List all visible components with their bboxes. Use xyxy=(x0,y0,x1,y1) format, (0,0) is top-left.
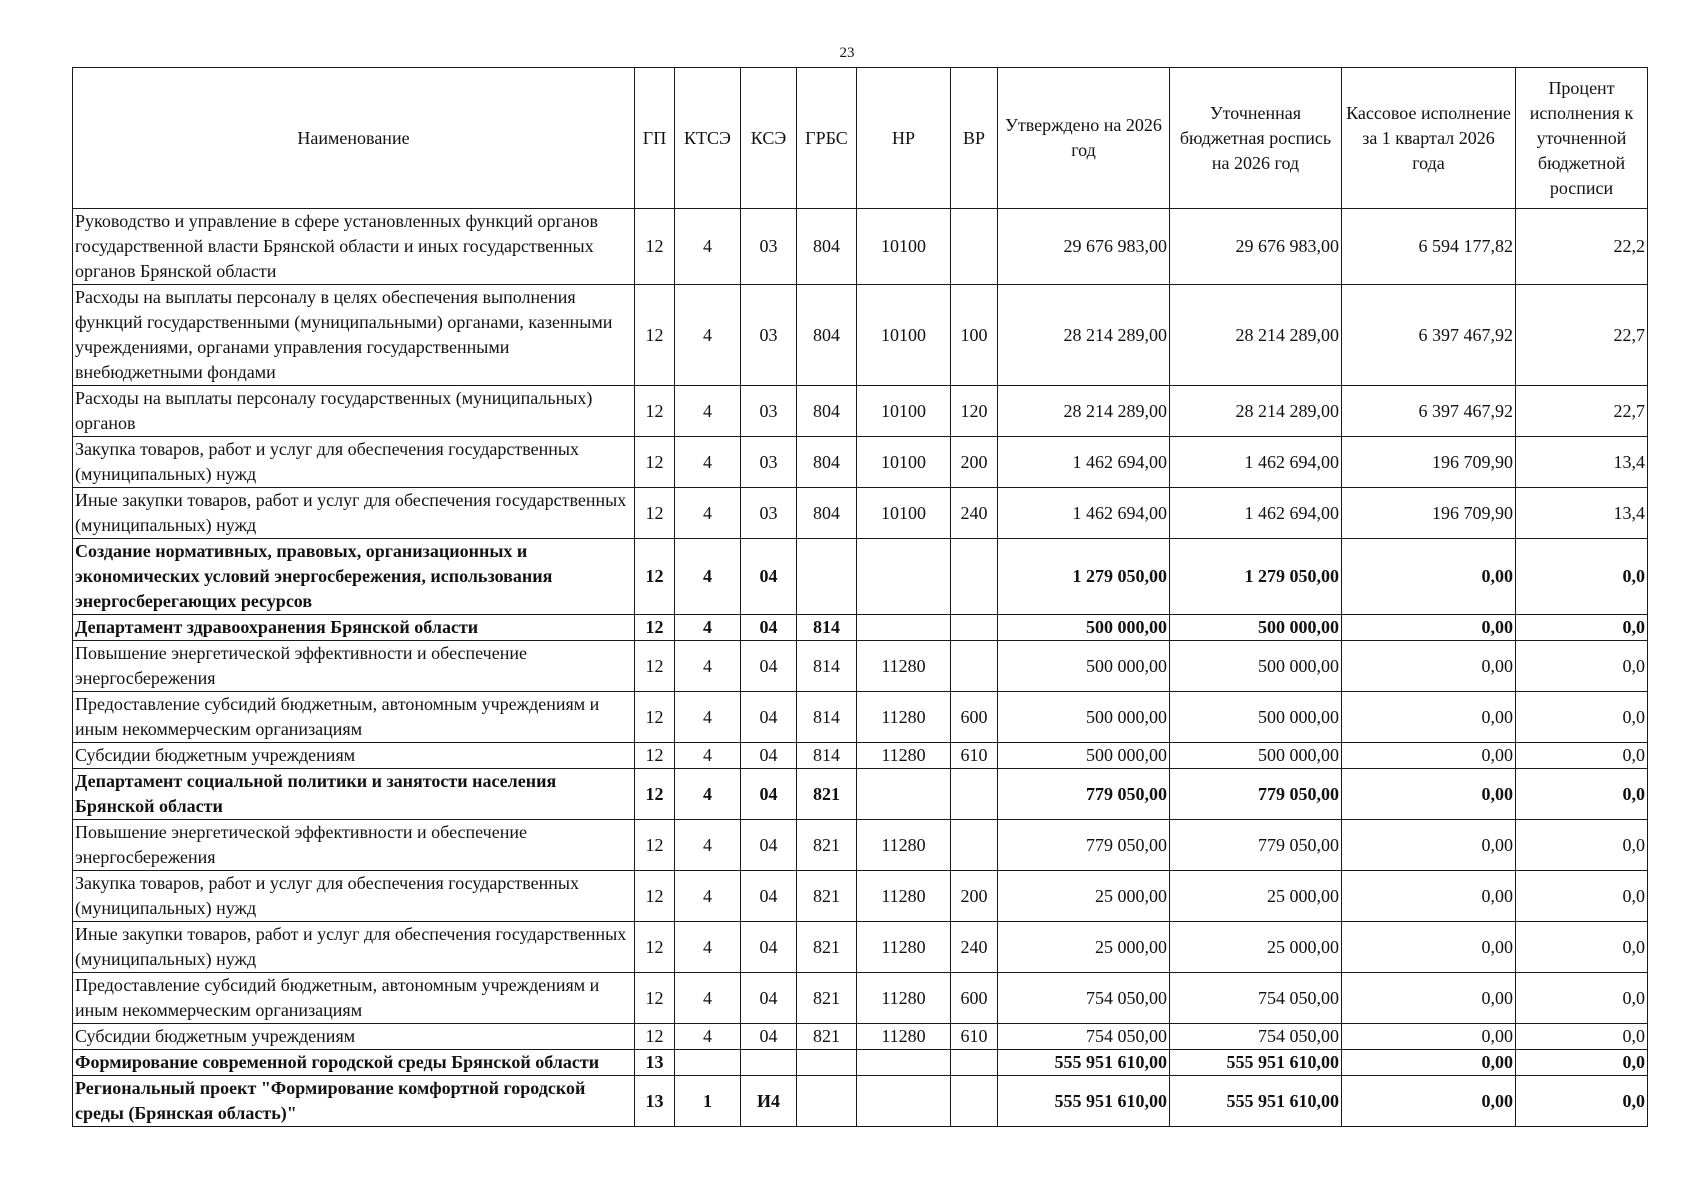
cell-kse: И4 xyxy=(741,1076,797,1127)
table-row xyxy=(73,641,1648,692)
cell-name: Иные закупки товаров, работ и услуг для обеспечения государственных (муниципальных) нужд xyxy=(73,922,635,973)
header-grbs: ГРБС xyxy=(797,68,857,209)
cell-name: Региональный проект "Формирование комфортной городской среды (Брянская область)" xyxy=(73,1076,635,1127)
cell-grbs: 821 xyxy=(797,769,857,820)
cell-kse: 03 xyxy=(741,285,797,386)
cell-kse: 04 xyxy=(741,743,797,769)
table-row xyxy=(73,743,1648,769)
cell-approved: 1 462 694,00 xyxy=(998,488,1170,539)
cell-gp: 12 xyxy=(635,209,675,285)
cell-percent: 0,0 xyxy=(1516,1076,1648,1127)
cell-percent: 0,0 xyxy=(1516,871,1648,922)
cell-approved: 1 462 694,00 xyxy=(998,437,1170,488)
cell-name: Предоставление субсидий бюджетным, автономным учреждениям и иным некоммерческим организациям xyxy=(73,692,635,743)
cell-cash: 6 594 177,82 xyxy=(1342,209,1516,285)
table-row xyxy=(73,769,1648,820)
cell-grbs xyxy=(797,539,857,615)
table-row xyxy=(73,1024,1648,1050)
cell-name: Субсидии бюджетным учреждениям xyxy=(73,743,635,769)
cell-approved: 28 214 289,00 xyxy=(998,386,1170,437)
cell-vr xyxy=(951,539,998,615)
cell-percent: 0,0 xyxy=(1516,615,1648,641)
cell-name: Формирование современной городской среды Брянской области xyxy=(73,1050,635,1076)
cell-cash: 0,00 xyxy=(1342,743,1516,769)
cell-nr: 11280 xyxy=(857,1024,951,1050)
cell-refined: 1 462 694,00 xyxy=(1170,488,1342,539)
cell-vr: 200 xyxy=(951,437,998,488)
cell-grbs xyxy=(797,1076,857,1127)
cell-cash: 6 397 467,92 xyxy=(1342,386,1516,437)
cell-approved: 29 676 983,00 xyxy=(998,209,1170,285)
header-kse: КСЭ xyxy=(741,68,797,209)
header-gp: ГП xyxy=(635,68,675,209)
cell-cash: 196 709,90 xyxy=(1342,488,1516,539)
cell-grbs: 821 xyxy=(797,973,857,1024)
cell-nr: 11280 xyxy=(857,692,951,743)
cell-vr: 240 xyxy=(951,488,998,539)
cell-grbs: 804 xyxy=(797,386,857,437)
table-row xyxy=(73,437,1648,488)
cell-refined: 555 951 610,00 xyxy=(1170,1076,1342,1127)
cell-ktse xyxy=(675,1050,741,1076)
cell-name: Создание нормативных, правовых, организационных и экономических условий энергосбережения, использования энергосберегающих ресурсов xyxy=(73,539,635,615)
cell-nr: 10100 xyxy=(857,285,951,386)
cell-cash: 0,00 xyxy=(1342,973,1516,1024)
cell-gp: 12 xyxy=(635,1024,675,1050)
header-refined: Уточненная бюджетная роспись на 2026 год xyxy=(1170,68,1342,209)
cell-kse: 04 xyxy=(741,922,797,973)
cell-grbs: 814 xyxy=(797,641,857,692)
cell-nr: 11280 xyxy=(857,922,951,973)
cell-approved: 555 951 610,00 xyxy=(998,1050,1170,1076)
cell-refined: 25 000,00 xyxy=(1170,871,1342,922)
cell-cash: 196 709,90 xyxy=(1342,437,1516,488)
table-row xyxy=(73,615,1648,641)
cell-ktse: 4 xyxy=(675,820,741,871)
cell-ktse: 1 xyxy=(675,1076,741,1127)
header-vr: ВР xyxy=(951,68,998,209)
cell-gp: 12 xyxy=(635,820,675,871)
cell-cash: 0,00 xyxy=(1342,539,1516,615)
cell-vr xyxy=(951,209,998,285)
cell-gp: 12 xyxy=(635,922,675,973)
table-row xyxy=(73,973,1648,1024)
cell-cash: 0,00 xyxy=(1342,641,1516,692)
cell-refined: 1 462 694,00 xyxy=(1170,437,1342,488)
cell-gp: 12 xyxy=(635,488,675,539)
header-percent: Процент исполнения к уточненной бюджетной росписи xyxy=(1516,68,1648,209)
cell-ktse: 4 xyxy=(675,539,741,615)
cell-ktse: 4 xyxy=(675,922,741,973)
cell-percent: 0,0 xyxy=(1516,641,1648,692)
header-row xyxy=(73,68,1648,209)
cell-vr: 120 xyxy=(951,386,998,437)
cell-cash: 0,00 xyxy=(1342,615,1516,641)
cell-gp: 12 xyxy=(635,615,675,641)
cell-ktse: 4 xyxy=(675,386,741,437)
cell-nr: 11280 xyxy=(857,641,951,692)
table-row xyxy=(73,922,1648,973)
cell-approved: 25 000,00 xyxy=(998,922,1170,973)
cell-name: Субсидии бюджетным учреждениям xyxy=(73,1024,635,1050)
cell-vr xyxy=(951,641,998,692)
cell-nr xyxy=(857,539,951,615)
cell-gp: 13 xyxy=(635,1076,675,1127)
cell-refined: 779 050,00 xyxy=(1170,820,1342,871)
cell-percent: 0,0 xyxy=(1516,820,1648,871)
header-nr: НР xyxy=(857,68,951,209)
cell-approved: 754 050,00 xyxy=(998,973,1170,1024)
cell-percent: 0,0 xyxy=(1516,1050,1648,1076)
cell-nr: 10100 xyxy=(857,437,951,488)
cell-name: Расходы на выплаты персоналу в целях обеспечения выполнения функций государственными (муниципальными) органами, казенными учреждениями, органами управления государственными внебюджетными фондами xyxy=(73,285,635,386)
cell-refined: 779 050,00 xyxy=(1170,769,1342,820)
cell-grbs: 821 xyxy=(797,871,857,922)
cell-refined: 754 050,00 xyxy=(1170,973,1342,1024)
cell-gp: 12 xyxy=(635,769,675,820)
cell-ktse: 4 xyxy=(675,209,741,285)
cell-name: Департамент здравоохранения Брянской области xyxy=(73,615,635,641)
cell-nr: 10100 xyxy=(857,209,951,285)
cell-cash: 0,00 xyxy=(1342,769,1516,820)
header-approved: Утверждено на 2026 год xyxy=(998,68,1170,209)
cell-name: Повышение энергетической эффективности и обеспечение энергосбережения xyxy=(73,641,635,692)
cell-cash: 0,00 xyxy=(1342,1024,1516,1050)
cell-kse: 04 xyxy=(741,973,797,1024)
cell-kse: 04 xyxy=(741,539,797,615)
cell-nr xyxy=(857,1076,951,1127)
cell-grbs: 804 xyxy=(797,437,857,488)
cell-refined: 500 000,00 xyxy=(1170,743,1342,769)
budget-table xyxy=(72,67,1648,1127)
cell-grbs xyxy=(797,1050,857,1076)
cell-ktse: 4 xyxy=(675,641,741,692)
cell-approved: 500 000,00 xyxy=(998,641,1170,692)
cell-cash: 0,00 xyxy=(1342,1076,1516,1127)
table-row xyxy=(73,871,1648,922)
cell-percent: 22,7 xyxy=(1516,386,1648,437)
cell-gp: 12 xyxy=(635,743,675,769)
cell-nr xyxy=(857,615,951,641)
cell-nr: 11280 xyxy=(857,743,951,769)
cell-ktse: 4 xyxy=(675,743,741,769)
cell-grbs: 814 xyxy=(797,743,857,769)
cell-percent: 0,0 xyxy=(1516,1024,1648,1050)
cell-gp: 12 xyxy=(635,973,675,1024)
cell-vr xyxy=(951,1050,998,1076)
cell-grbs: 814 xyxy=(797,615,857,641)
cell-vr: 200 xyxy=(951,871,998,922)
cell-vr: 600 xyxy=(951,692,998,743)
cell-name: Руководство и управление в сфере установленных функций органов государственной власти Брянской области и иных государственных органов Брянской области xyxy=(73,209,635,285)
cell-ktse: 4 xyxy=(675,437,741,488)
cell-refined: 25 000,00 xyxy=(1170,922,1342,973)
cell-grbs: 804 xyxy=(797,285,857,386)
cell-name: Предоставление субсидий бюджетным, автономным учреждениям и иным некоммерческим организациям xyxy=(73,973,635,1024)
cell-refined: 28 214 289,00 xyxy=(1170,285,1342,386)
cell-vr xyxy=(951,615,998,641)
cell-refined: 1 279 050,00 xyxy=(1170,539,1342,615)
page-number: 23 xyxy=(839,45,855,61)
cell-approved: 1 279 050,00 xyxy=(998,539,1170,615)
table-row xyxy=(73,1050,1648,1076)
cell-ktse: 4 xyxy=(675,1024,741,1050)
cell-refined: 28 214 289,00 xyxy=(1170,386,1342,437)
cell-name: Повышение энергетической эффективности и обеспечение энергосбережения xyxy=(73,820,635,871)
cell-percent: 22,7 xyxy=(1516,285,1648,386)
cell-kse: 03 xyxy=(741,209,797,285)
cell-grbs: 821 xyxy=(797,820,857,871)
cell-kse: 03 xyxy=(741,437,797,488)
cell-name: Закупка товаров, работ и услуг для обеспечения государственных (муниципальных) нужд xyxy=(73,437,635,488)
cell-cash: 0,00 xyxy=(1342,871,1516,922)
cell-percent: 0,0 xyxy=(1516,743,1648,769)
cell-percent: 0,0 xyxy=(1516,539,1648,615)
cell-refined: 500 000,00 xyxy=(1170,641,1342,692)
cell-gp: 12 xyxy=(635,641,675,692)
header-cash: Кассовое исполнение за 1 квартал 2026 года xyxy=(1342,68,1516,209)
cell-vr: 100 xyxy=(951,285,998,386)
cell-kse: 04 xyxy=(741,1024,797,1050)
table-row xyxy=(73,539,1648,615)
cell-kse: 04 xyxy=(741,769,797,820)
table-header xyxy=(73,68,1648,209)
cell-cash: 0,00 xyxy=(1342,692,1516,743)
cell-grbs: 821 xyxy=(797,922,857,973)
cell-grbs: 814 xyxy=(797,692,857,743)
cell-refined: 29 676 983,00 xyxy=(1170,209,1342,285)
cell-ktse: 4 xyxy=(675,871,741,922)
cell-gp: 12 xyxy=(635,386,675,437)
cell-percent: 13,4 xyxy=(1516,437,1648,488)
cell-cash: 0,00 xyxy=(1342,922,1516,973)
cell-ktse: 4 xyxy=(675,488,741,539)
cell-kse: 04 xyxy=(741,871,797,922)
cell-vr xyxy=(951,1076,998,1127)
cell-vr: 610 xyxy=(951,1024,998,1050)
cell-ktse: 4 xyxy=(675,692,741,743)
cell-vr xyxy=(951,769,998,820)
table-row xyxy=(73,285,1648,386)
cell-nr: 10100 xyxy=(857,386,951,437)
cell-approved: 500 000,00 xyxy=(998,692,1170,743)
cell-kse: 03 xyxy=(741,488,797,539)
cell-percent: 0,0 xyxy=(1516,769,1648,820)
cell-percent: 22,2 xyxy=(1516,209,1648,285)
cell-gp: 12 xyxy=(635,871,675,922)
cell-approved: 25 000,00 xyxy=(998,871,1170,922)
cell-ktse: 4 xyxy=(675,973,741,1024)
cell-cash: 6 397 467,92 xyxy=(1342,285,1516,386)
cell-percent: 0,0 xyxy=(1516,973,1648,1024)
cell-percent: 0,0 xyxy=(1516,692,1648,743)
cell-cash: 0,00 xyxy=(1342,1050,1516,1076)
cell-refined: 555 951 610,00 xyxy=(1170,1050,1342,1076)
cell-kse: 03 xyxy=(741,386,797,437)
cell-approved: 779 050,00 xyxy=(998,769,1170,820)
cell-kse: 04 xyxy=(741,820,797,871)
cell-name: Иные закупки товаров, работ и услуг для обеспечения государственных (муниципальных) нужд xyxy=(73,488,635,539)
cell-refined: 500 000,00 xyxy=(1170,615,1342,641)
table-row xyxy=(73,386,1648,437)
cell-approved: 28 214 289,00 xyxy=(998,285,1170,386)
cell-gp: 12 xyxy=(635,539,675,615)
header-ktse: КТСЭ xyxy=(675,68,741,209)
cell-name: Департамент социальной политики и занятости населения Брянской области xyxy=(73,769,635,820)
cell-refined: 754 050,00 xyxy=(1170,1024,1342,1050)
cell-nr: 11280 xyxy=(857,820,951,871)
cell-kse: 04 xyxy=(741,692,797,743)
table-row xyxy=(73,820,1648,871)
cell-percent: 13,4 xyxy=(1516,488,1648,539)
cell-nr xyxy=(857,1050,951,1076)
cell-ktse: 4 xyxy=(675,769,741,820)
cell-approved: 500 000,00 xyxy=(998,615,1170,641)
cell-nr xyxy=(857,769,951,820)
cell-gp: 12 xyxy=(635,692,675,743)
cell-ktse: 4 xyxy=(675,615,741,641)
cell-vr: 600 xyxy=(951,973,998,1024)
cell-kse: 04 xyxy=(741,615,797,641)
table-row xyxy=(73,488,1648,539)
cell-kse: 04 xyxy=(741,641,797,692)
cell-nr: 11280 xyxy=(857,871,951,922)
cell-percent: 0,0 xyxy=(1516,922,1648,973)
cell-cash: 0,00 xyxy=(1342,820,1516,871)
table-row xyxy=(73,209,1648,285)
table-body xyxy=(73,209,1648,1127)
table-row xyxy=(73,692,1648,743)
cell-vr xyxy=(951,820,998,871)
cell-approved: 555 951 610,00 xyxy=(998,1076,1170,1127)
cell-vr: 610 xyxy=(951,743,998,769)
cell-grbs: 804 xyxy=(797,488,857,539)
cell-approved: 500 000,00 xyxy=(998,743,1170,769)
cell-grbs: 804 xyxy=(797,209,857,285)
cell-nr: 11280 xyxy=(857,973,951,1024)
cell-gp: 12 xyxy=(635,285,675,386)
table-row xyxy=(73,1076,1648,1127)
cell-approved: 754 050,00 xyxy=(998,1024,1170,1050)
cell-ktse: 4 xyxy=(675,285,741,386)
header-name: Наименование xyxy=(73,68,635,209)
cell-grbs: 821 xyxy=(797,1024,857,1050)
cell-kse xyxy=(741,1050,797,1076)
cell-nr: 10100 xyxy=(857,488,951,539)
cell-name: Закупка товаров, работ и услуг для обеспечения государственных (муниципальных) нужд xyxy=(73,871,635,922)
cell-refined: 500 000,00 xyxy=(1170,692,1342,743)
cell-approved: 779 050,00 xyxy=(998,820,1170,871)
cell-name: Расходы на выплаты персоналу государственных (муниципальных) органов xyxy=(73,386,635,437)
cell-vr: 240 xyxy=(951,922,998,973)
cell-gp: 13 xyxy=(635,1050,675,1076)
cell-gp: 12 xyxy=(635,437,675,488)
